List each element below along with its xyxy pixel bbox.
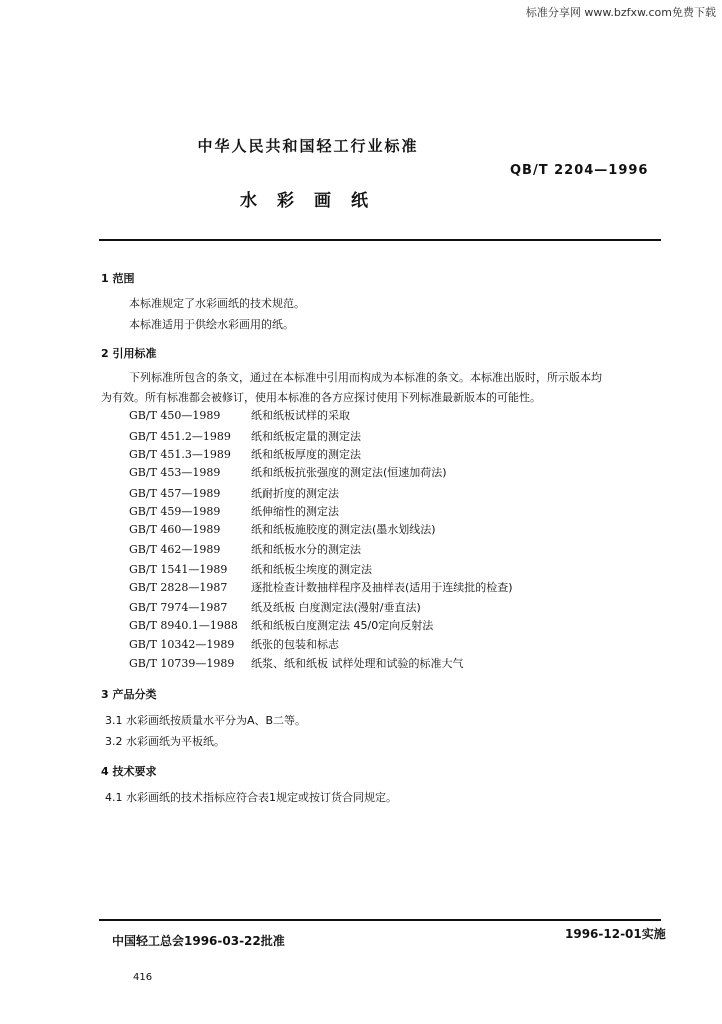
section-1-line: 本标准规定了水彩画纸的技术规范。 bbox=[129, 297, 305, 310]
section-1-line: 本标准适用于供绘水彩画用的纸。 bbox=[129, 318, 294, 331]
section-1-heading: 1 范围 bbox=[101, 272, 135, 285]
clause-item: 3.2 水彩画纸为平板纸。 bbox=[105, 735, 225, 748]
footer-rule bbox=[99, 919, 661, 921]
section-3-heading: 3 产品分类 bbox=[101, 688, 157, 701]
section-2-intro: 下列标准所包含的条文，通过在本标准中引用而构成为本标准的条文。本标准出版时，所示版本均 bbox=[129, 371, 602, 384]
section-2-intro: 为有效。所有标准都会被修订，使用本标准的各方应探讨使用下列标准最新版本的可能性。 bbox=[101, 391, 541, 404]
standard-number: QB/T 2204—1996 bbox=[510, 163, 649, 178]
reference-item: GB/T 457—1989 纸耐折度的测定法 bbox=[129, 487, 339, 500]
industry-standard-title: 中华人民共和国轻工行业标准 bbox=[197, 137, 419, 155]
page-number: 416 bbox=[133, 972, 153, 983]
reference-item: GB/T 7974—1987 纸及纸板 白度测定法(漫射/垂直法) bbox=[129, 601, 421, 614]
reference-item: GB/T 460—1989 纸和纸板施胶度的测定法(墨水划线法) bbox=[129, 523, 436, 536]
reference-item: GB/T 1541—1989 纸和纸板尘埃度的测定法 bbox=[129, 563, 372, 576]
reference-item: GB/T 8940.1—1988 纸和纸板白度测定法 45/0定向反射法 bbox=[129, 619, 434, 632]
section-4-heading: 4 技术要求 bbox=[101, 765, 157, 778]
reference-item: GB/T 459—1989 纸伸缩性的测定法 bbox=[129, 505, 339, 518]
document-title: 水彩画纸 bbox=[240, 191, 388, 211]
section-2-heading: 2 引用标准 bbox=[101, 347, 157, 360]
clause-item: 4.1 水彩画纸的技术指标应符合表1规定或按订货合同规定。 bbox=[105, 791, 397, 804]
reference-item: GB/T 451.3—1989 纸和纸板厚度的测定法 bbox=[129, 448, 361, 461]
clause-item: 3.1 水彩画纸按质量水平分为A、B二等。 bbox=[105, 714, 307, 727]
reference-item: GB/T 10342—1989 纸张的包装和标志 bbox=[129, 638, 339, 651]
reference-item: GB/T 462—1989 纸和纸板水分的测定法 bbox=[129, 543, 361, 556]
effective-date: 1996-12-01实施 bbox=[565, 927, 666, 941]
reference-item: GB/T 2828—1987 逐批检查计数抽样程序及抽样表(适用于连续批的检查) bbox=[129, 581, 513, 594]
watermark: 标准分享网 www.bzfxw.com免费下载 bbox=[525, 6, 716, 19]
reference-item: GB/T 450—1989 纸和纸板试样的采取 bbox=[129, 409, 350, 422]
reference-item: GB/T 453—1989 纸和纸板抗张强度的测定法(恒速加荷法) bbox=[129, 466, 447, 479]
approval-date: 中国轻工总会1996-03-22批准 bbox=[112, 934, 285, 948]
reference-item: GB/T 451.2—1989 纸和纸板定量的测定法 bbox=[129, 430, 361, 443]
reference-item: GB/T 10739—1989 纸浆、纸和纸板 试样处理和试验的标准大气 bbox=[129, 657, 464, 670]
header-rule bbox=[99, 239, 661, 241]
